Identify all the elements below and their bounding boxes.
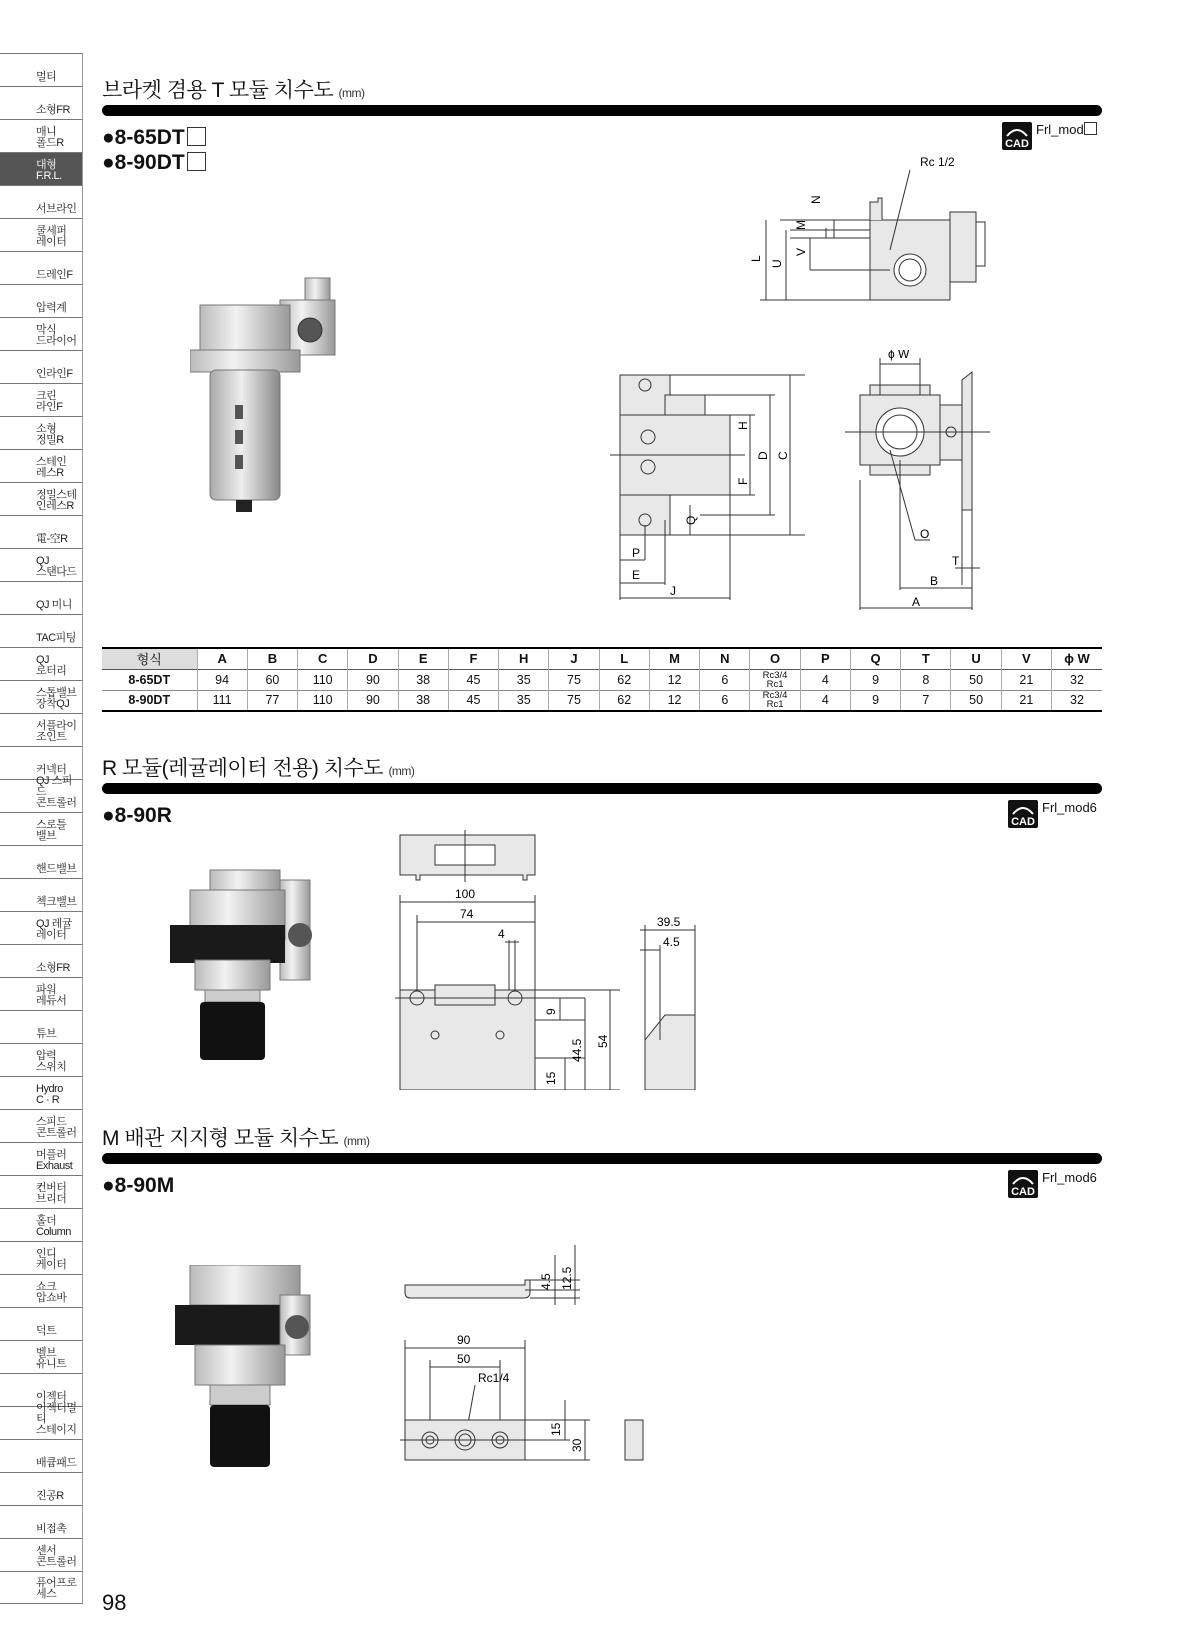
sidebar-item[interactable]: 홀더 Column [0,1208,83,1241]
unit-label: (mm) [338,86,365,100]
sidebar-item[interactable]: 드레인F [0,251,83,284]
sidebar-item[interactable]: 벨브 유니트 [0,1340,83,1373]
sidebar-item[interactable]: 압력 스위치 [0,1043,83,1076]
cad-download-t-module[interactable] [1002,122,1097,150]
table-header-cell: E [398,648,448,669]
dimension-table [102,647,1102,712]
table-cell: 75 [549,669,599,690]
sidebar-nav [0,53,83,1604]
model-label: ●8-90M [102,1174,175,1197]
sidebar-item[interactable]: 스톱밸브 장착QJ [0,680,83,713]
sidebar-item[interactable]: 커넥터 [0,746,83,779]
sidebar-item[interactable]: 첵크밸브 [0,878,83,911]
svg-text:E: E [632,568,641,582]
svg-text:U: U [770,259,784,268]
table-header-cell: O [750,648,800,669]
sidebar-item[interactable]: 소형 정밀R [0,416,83,449]
section-divider [102,1153,1102,1164]
table-cell: 4 [800,690,850,711]
cad-download-r-module[interactable] [1008,800,1097,828]
option-box [1084,122,1097,135]
svg-text:CAD: CAD [1011,816,1035,828]
table-cell: 8-65DT [128,672,171,687]
model-8-90m [102,1173,174,1199]
table-header-cell: P [800,648,850,669]
sidebar-item[interactable]: 쿨세퍼 레이터 [0,218,83,251]
svg-text:ϕ W: ϕ W [888,350,910,361]
sidebar-item[interactable]: 電-空R [0,515,83,548]
table-cell: 8 [901,669,951,690]
svg-text:B: B [930,574,939,588]
table-cell: 9 [850,669,900,690]
table-header-cell: U [951,648,1001,669]
sidebar-item[interactable]: 압력계 [0,284,83,317]
sidebar-item[interactable]: 크린 라인F [0,383,83,416]
table-header-cell: C [298,648,348,669]
sidebar-item[interactable]: QJ 미니 [0,581,83,614]
table-header-cell: M [649,648,699,669]
svg-text:9: 9 [544,1008,558,1015]
model-8-65dt [102,125,206,151]
svg-text:15: 15 [549,1422,563,1436]
option-box [187,152,206,171]
svg-text:4: 4 [498,927,505,941]
table-header-cell: B [247,648,297,669]
table-cell: 60 [247,669,297,690]
svg-text:F: F [736,477,750,485]
table-cell: 4 [800,669,850,690]
sidebar-item[interactable]: 핸드밸브 [0,845,83,878]
table-cell: 8-90DT [128,693,171,708]
cad-icon [1008,1170,1038,1198]
sidebar-item[interactable]: 퓨어프로 세스 [0,1571,83,1604]
sidebar-item[interactable]: TAC피팅 [0,614,83,647]
sidebar-item[interactable]: 매니 폴드R [0,119,83,152]
table-cell: 38 [398,669,448,690]
sidebar-item[interactable]: 대형 F.R.L. [0,152,83,185]
table-cell: 35 [499,669,549,690]
sidebar-item[interactable]: 스테인 레스R [0,449,83,482]
m-module-product-photo [175,1265,325,1475]
sidebar-item[interactable]: 막식 드라이어 [0,317,83,350]
sidebar-item[interactable]: 스로틀 밸브 [0,812,83,845]
section-title-m-module [102,1122,370,1152]
table-cell: 75 [549,690,599,711]
svg-text:T: T [952,554,960,568]
sidebar-item[interactable]: QJ 스탠다드 [0,548,83,581]
table-cell: 90 [348,669,398,690]
table-header-cell: F [448,648,498,669]
table-header-row [102,648,1102,669]
cad-download-m-module[interactable] [1008,1170,1097,1198]
sidebar-item[interactable]: 파워 레듀서 [0,977,83,1010]
cad-icon [1008,800,1038,828]
sidebar-item[interactable]: 이젝터멀티 스테이지 [0,1406,83,1439]
cad-file-name: Frl_mod [1036,122,1084,137]
table-cell: Rc3/4 Rc1 [750,690,800,711]
model-label: ●8-90R [102,804,172,827]
sidebar-item[interactable]: 소형FR [0,944,83,977]
sidebar-item[interactable]: 덕트 [0,1307,83,1340]
svg-text:M: M [794,220,808,230]
section-divider [102,105,1102,116]
svg-text:N: N [809,195,823,204]
table-header-cell: 형식 [102,648,197,669]
svg-text:Q: Q [684,515,698,525]
sidebar-item[interactable]: 컨버터 브리더 [0,1175,83,1208]
sidebar-item[interactable]: QJ 레귤 레이터 [0,911,83,944]
title-text: M 배관 지지형 모듈 치수도 [102,1127,339,1150]
table-cell: 6 [700,669,750,690]
sidebar-item[interactable]: 센서 콘트롤러 [0,1538,83,1571]
table-cell: 12 [649,690,699,711]
t-module-front-view-drawing [600,355,815,605]
sidebar-item[interactable]: 서브라인 [0,185,83,218]
svg-text:J: J [670,584,676,598]
table-header-cell: J [549,648,599,669]
table-cell: 7 [901,690,951,711]
sidebar-item[interactable]: 멀티 [0,53,83,86]
svg-text:V: V [794,247,808,256]
r-module-bracket-drawing [395,830,735,1090]
svg-text:D: D [756,451,770,460]
table-cell: 50 [951,690,1001,711]
table-cell: 110 [298,669,348,690]
table-header-cell: D [348,648,398,669]
svg-text:50: 50 [457,1352,471,1366]
cad-file-name: Frl_mod6 [1042,1170,1097,1185]
sidebar-item[interactable]: 정밀스테 인레스R [0,482,83,515]
sidebar-item[interactable]: 서플라이 조인트 [0,713,83,746]
table-cell: 62 [599,690,649,711]
sidebar-item[interactable]: 인디 케이터 [0,1241,83,1274]
svg-text:CAD: CAD [1011,1186,1035,1198]
svg-text:30: 30 [570,1438,584,1452]
svg-text:Rc 1/2: Rc 1/2 [920,155,955,169]
sidebar-item[interactable]: 튜브 [0,1010,83,1043]
sidebar-item[interactable]: QJ 스피드 콘트롤러 [0,779,83,812]
svg-text:4.5: 4.5 [539,1273,553,1290]
option-box [187,127,206,146]
m-module-bracket-drawing [400,1240,660,1480]
sidebar-item[interactable]: 비접촉 [0,1505,83,1538]
svg-text:12.5: 12.5 [560,1266,574,1290]
table-header-cell: A [197,648,247,669]
svg-text:54: 54 [596,1034,610,1048]
table-cell: 6 [700,690,750,711]
t-module-product-photo [190,270,360,520]
table-cell: 90 [348,690,398,711]
svg-text:C: C [776,451,790,460]
table-cell: 12 [649,669,699,690]
svg-text:90: 90 [457,1333,471,1347]
sidebar-item[interactable]: 소형FR [0,86,83,119]
svg-text:H: H [736,421,750,430]
svg-text:A: A [912,595,921,609]
model-8-90r [102,803,172,829]
table-cell: 21 [1001,669,1051,690]
svg-text:15: 15 [544,1071,558,1085]
table-header-cell: L [599,648,649,669]
title-text: R 모듈(레귤레이터 전용) 치수도 [102,757,384,780]
table-row [102,669,1102,690]
svg-text:Rc1/4: Rc1/4 [478,1371,510,1385]
table-cell: 32 [1052,669,1102,690]
svg-text:74: 74 [460,907,474,921]
table-row [102,690,1102,711]
svg-text:39.5: 39.5 [657,915,681,929]
r-module-product-photo [170,860,330,1070]
cad-icon [1002,122,1032,150]
unit-label: (mm) [388,764,415,778]
table-cell: 32 [1052,690,1102,711]
sidebar-item[interactable]: 스피드 콘트롤러 [0,1109,83,1142]
table-cell: 110 [298,690,348,711]
unit-label: (mm) [343,1134,370,1148]
model-8-90dt [102,150,206,176]
svg-text:4.5: 4.5 [663,935,680,949]
table-cell: 62 [599,669,649,690]
table-cell: 35 [499,690,549,711]
svg-text:O: O [920,527,930,541]
table-cell: 50 [951,669,1001,690]
sidebar-item[interactable]: 머플러 Exhaust [0,1142,83,1175]
table-cell: 38 [398,690,448,711]
title-text: 브라켓 겸용 T 모듈 치수도 [102,79,334,102]
svg-text:44.5: 44.5 [570,1038,584,1062]
table-cell: 111 [197,690,247,711]
page-number: 98 [102,1590,127,1615]
table-cell: Rc3/4 Rc1 [750,669,800,690]
table-cell: 21 [1001,690,1051,711]
table-cell: 94 [197,669,247,690]
sidebar-item[interactable]: QJ 로터리 [0,647,83,680]
svg-text:L: L [749,255,763,262]
table-header-cell: H [499,648,549,669]
sidebar-item[interactable]: 배큠패드 [0,1439,83,1472]
sidebar-item[interactable]: Hydro C · R [0,1076,83,1109]
section-divider [102,783,1102,794]
table-header-cell: T [901,648,951,669]
svg-text:100: 100 [455,887,476,901]
table-cell: 45 [448,690,498,711]
model-label: ●8-65DT [102,126,185,149]
sidebar-item[interactable]: 쇼크 압쇼바 [0,1274,83,1307]
cad-file-name: Frl_mod6 [1042,800,1097,815]
sidebar-item[interactable]: 인라인F [0,350,83,383]
table-cell: 45 [448,669,498,690]
sidebar-item[interactable]: 이젝터 [0,1373,83,1406]
t-module-side-view-drawing [730,150,1000,310]
t-module-bracket-view-drawing [840,350,1010,610]
sidebar-item[interactable]: 진공R [0,1472,83,1505]
table-cell: 77 [247,690,297,711]
table-header-cell: N [700,648,750,669]
section-title-r-module [102,752,414,782]
table-header-cell: ϕ W [1052,648,1102,669]
svg-text:P: P [632,546,641,560]
table-header-cell: Q [850,648,900,669]
svg-text:CAD: CAD [1005,138,1029,150]
table-header-cell: V [1001,648,1051,669]
model-label: ●8-90DT [102,151,185,174]
table-cell: 9 [850,690,900,711]
section-title-t-module [102,74,364,104]
